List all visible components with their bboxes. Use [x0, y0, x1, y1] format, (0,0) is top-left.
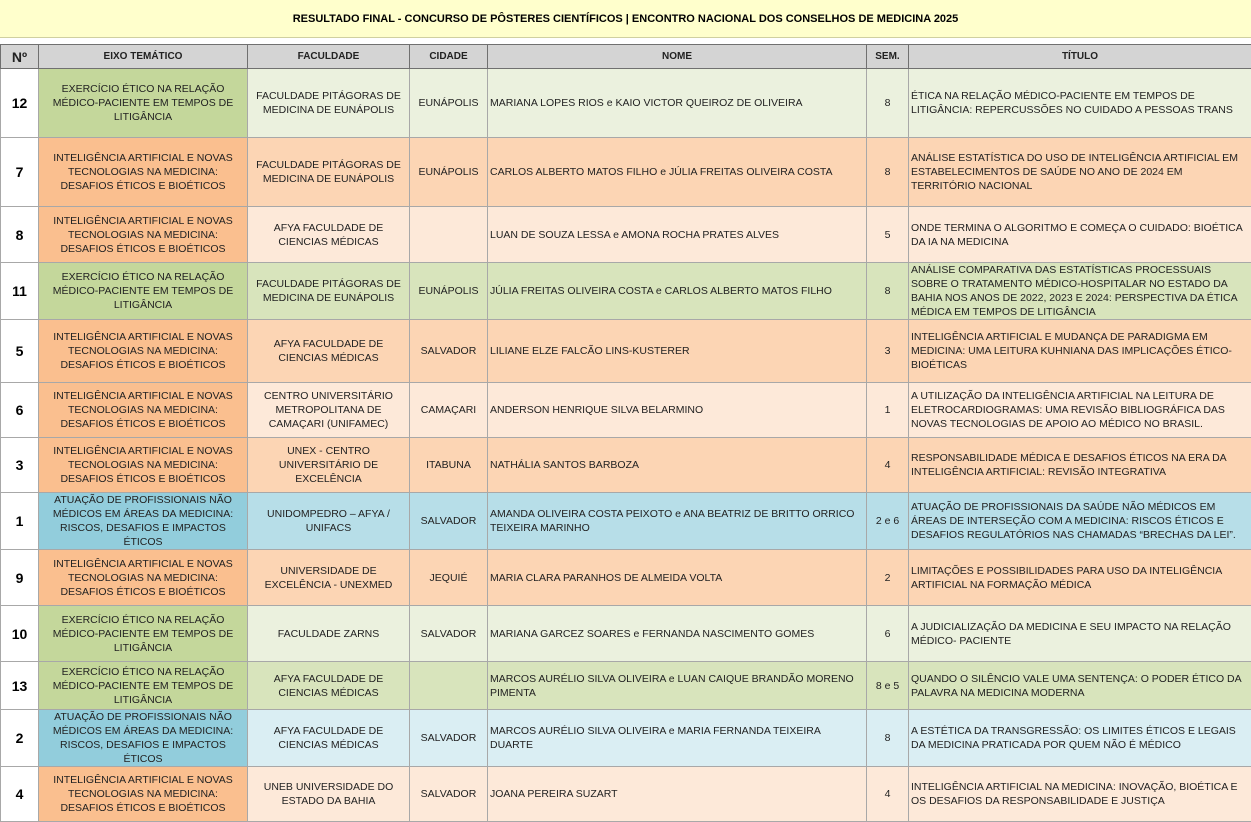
table-row[interactable]: [1, 138, 1251, 207]
table-row[interactable]: [1, 383, 1251, 438]
cell-num: 1: [1, 493, 39, 550]
cell-nome: MARCOS AURÉLIO SILVA OLIVEIRA e LUAN CAIQUE BRANDÃO MORENO PIMENTA: [488, 662, 867, 710]
cell-eixo: EXERCÍCIO ÉTICO NA RELAÇÃO MÉDICO-PACIENTE EM TEMPOS DE LITIGÂNCIA: [39, 606, 248, 662]
cell-num: 2: [1, 710, 39, 767]
table-row[interactable]: [1, 69, 1251, 138]
cell-nome: MARIANA GARCEZ SOARES e FERNANDA NASCIMENTO GOMES: [488, 606, 867, 662]
cell-sem: 8: [867, 710, 909, 767]
cell-faculdade: AFYA FACULDADE DE CIENCIAS MÉDICAS: [248, 320, 410, 383]
cell-eixo: EXERCÍCIO ÉTICO NA RELAÇÃO MÉDICO-PACIENTE EM TEMPOS DE LITIGÂNCIA: [39, 662, 248, 710]
cell-faculdade: CENTRO UNIVERSITÁRIO METROPOLITANA DE CAMAÇARI (UNIFAMEC): [248, 383, 410, 438]
cell-eixo: ATUAÇÃO DE PROFISSIONAIS NÃO MÉDICOS EM ÁREAS DA MEDICINA: RISCOS, DESAFIOS E IMPACTOS ÉTICOS: [39, 493, 248, 550]
cell-eixo: INTELIGÊNCIA ARTIFICIAL E NOVAS TECNOLOGIAS NA MEDICINA: DESAFIOS ÉTICOS E BIOÉTICOS: [39, 320, 248, 383]
cell-nome: JOANA PEREIRA SUZART: [488, 767, 867, 822]
cell-sem: 8 e 5: [867, 662, 909, 710]
cell-sem: 3: [867, 320, 909, 383]
cell-num: 12: [1, 69, 39, 138]
cell-faculdade: FACULDADE PITÁGORAS DE MEDICINA DE EUNÁPOLIS: [248, 69, 410, 138]
cell-sem: 4: [867, 767, 909, 822]
cell-eixo: EXERCÍCIO ÉTICO NA RELAÇÃO MÉDICO-PACIENTE EM TEMPOS DE LITIGÂNCIA: [39, 263, 248, 320]
cell-cidade: EUNÁPOLIS: [410, 263, 488, 320]
cell-eixo: INTELIGÊNCIA ARTIFICIAL E NOVAS TECNOLOGIAS NA MEDICINA: DESAFIOS ÉTICOS E BIOÉTICOS: [39, 767, 248, 822]
cell-num: 3: [1, 438, 39, 493]
cell-faculdade: UNEX - CENTRO UNIVERSITÁRIO DE EXCELÊNCIA: [248, 438, 410, 493]
cell-titulo: ONDE TERMINA O ALGORITMO E COMEÇA O CUIDADO: BIOÉTICA DA IA NA MEDICINA: [909, 207, 1251, 263]
cell-titulo: LIMITAÇÕES E POSSIBILIDADES PARA USO DA INTELIGÊNCIA ARTIFICIAL NA FORMAÇÃO MÉDICA: [909, 550, 1251, 606]
cell-titulo: ÉTICA NA RELAÇÃO MÉDICO-PACIENTE EM TEMPOS DE LITIGÂNCIA: REPERCUSSÕES NO CUIDADO A PESSOAS TRANS: [909, 69, 1251, 138]
cell-nome: CARLOS ALBERTO MATOS FILHO e JÚLIA FREITAS OLIVEIRA COSTA: [488, 138, 867, 207]
cell-num: 9: [1, 550, 39, 606]
table-body: [1, 69, 1251, 822]
page-title-text: RESULTADO FINAL - CONCURSO DE PÔSTERES CIENTÍFICOS | ENCONTRO NACIONAL DOS CONSELHOS DE MEDICINA 2025: [293, 13, 959, 25]
cell-titulo: A JUDICIALIZAÇÃO DA MEDICINA E SEU IMPACTO NA RELAÇÃO MÉDICO- PACIENTE: [909, 606, 1251, 662]
cell-cidade: JEQUIÉ: [410, 550, 488, 606]
cell-nome: JÚLIA FREITAS OLIVEIRA COSTA e CARLOS ALBERTO MATOS FILHO: [488, 263, 867, 320]
cell-cidade: SALVADOR: [410, 606, 488, 662]
cell-eixo: INTELIGÊNCIA ARTIFICIAL E NOVAS TECNOLOGIAS NA MEDICINA: DESAFIOS ÉTICOS E BIOÉTICOS: [39, 138, 248, 207]
table-row[interactable]: [1, 606, 1251, 662]
cell-nome: LILIANE ELZE FALCÃO LINS-KUSTERER: [488, 320, 867, 383]
cell-faculdade: UNEB UNIVERSIDADE DO ESTADO DA BAHIA: [248, 767, 410, 822]
cell-num: 6: [1, 383, 39, 438]
col-header-titulo[interactable]: TÍTULO: [909, 45, 1251, 69]
cell-cidade: EUNÁPOLIS: [410, 138, 488, 207]
cell-nome: MARIANA LOPES RIOS e KAIO VICTOR QUEIROZ DE OLIVEIRA: [488, 69, 867, 138]
cell-cidade: SALVADOR: [410, 767, 488, 822]
table-row[interactable]: [1, 550, 1251, 606]
cell-faculdade: FACULDADE PITÁGORAS DE MEDICINA DE EUNÁPOLIS: [248, 263, 410, 320]
cell-titulo: INTELIGÊNCIA ARTIFICIAL E MUDANÇA DE PARADIGMA EM MEDICINA: UMA LEITURA KUHNIANA DAS IMPLICAÇÕES ÉTICO-BIOÉTICAS: [909, 320, 1251, 383]
table-row[interactable]: [1, 438, 1251, 493]
table-row[interactable]: [1, 767, 1251, 822]
cell-sem: 8: [867, 138, 909, 207]
col-header-faculdade[interactable]: FACULDADE: [248, 45, 410, 69]
col-header-num[interactable]: Nº: [1, 45, 39, 69]
cell-nome: MARCOS AURÉLIO SILVA OLIVEIRA e MARIA FERNANDA TEIXEIRA DUARTE: [488, 710, 867, 767]
header-row: [1, 45, 1251, 69]
table-header: [1, 45, 1251, 69]
cell-cidade: SALVADOR: [410, 320, 488, 383]
cell-num: 7: [1, 138, 39, 207]
cell-num: 13: [1, 662, 39, 710]
cell-num: 4: [1, 767, 39, 822]
cell-num: 11: [1, 263, 39, 320]
table-row[interactable]: [1, 493, 1251, 550]
cell-nome: AMANDA OLIVEIRA COSTA PEIXOTO e ANA BEATRIZ DE BRITTO ORRICO TEIXEIRA MARINHO: [488, 493, 867, 550]
cell-eixo: INTELIGÊNCIA ARTIFICIAL E NOVAS TECNOLOGIAS NA MEDICINA: DESAFIOS ÉTICOS E BIOÉTICOS: [39, 438, 248, 493]
cell-sem: 6: [867, 606, 909, 662]
cell-nome: NATHÁLIA SANTOS BARBOZA: [488, 438, 867, 493]
table-row[interactable]: [1, 710, 1251, 767]
cell-cidade: [410, 662, 488, 710]
cell-num: 8: [1, 207, 39, 263]
cell-cidade: SALVADOR: [410, 493, 488, 550]
cell-eixo: EXERCÍCIO ÉTICO NA RELAÇÃO MÉDICO-PACIENTE EM TEMPOS DE LITIGÂNCIA: [39, 69, 248, 138]
table-row[interactable]: [1, 207, 1251, 263]
cell-cidade: ITABUNA: [410, 438, 488, 493]
table-row[interactable]: [1, 263, 1251, 320]
cell-nome: ANDERSON HENRIQUE SILVA BELARMINO: [488, 383, 867, 438]
cell-titulo: ANÁLISE COMPARATIVA DAS ESTATÍSTICAS PROCESSUAIS SOBRE O TRATAMENTO MÉDICO-HOSPITALAR NO ESTADO DA BAHIA NOS ANOS DE 2022, 2023 E 2024: PERSPECTIVA DA ÉTICA MÉDICA EM TEMPOS DE LITIGÂNCIA: [909, 263, 1251, 320]
col-header-eixo[interactable]: EIXO TEMÁTICO: [39, 45, 248, 69]
cell-eixo: INTELIGÊNCIA ARTIFICIAL E NOVAS TECNOLOGIAS NA MEDICINA: DESAFIOS ÉTICOS E BIOÉTICOS: [39, 207, 248, 263]
col-header-sem[interactable]: SEM.: [867, 45, 909, 69]
cell-sem: 8: [867, 69, 909, 138]
cell-titulo: A UTILIZAÇÃO DA INTELIGÊNCIA ARTIFICIAL NA LEITURA DE ELETROCARDIOGRAMAS: UMA REVISÃO BIBLIOGRÁFICA DAS NOVAS TECNOLOGIAS DE APOIO AO MÉDICO NO BRASIL.: [909, 383, 1251, 438]
cell-cidade: SALVADOR: [410, 710, 488, 767]
cell-cidade: CAMAÇARI: [410, 383, 488, 438]
cell-faculdade: AFYA FACULDADE DE CIENCIAS MÉDICAS: [248, 207, 410, 263]
table-row[interactable]: [1, 662, 1251, 710]
cell-titulo: ATUAÇÃO DE PROFISSIONAIS DA SAÚDE NÃO MÉDICOS EM ÁREAS DE INTERSEÇÃO COM A MEDICINA: RISCOS ÉTICOS E DESAFIOS REGULATÓRIOS NAS CHAMADAS “BRECHAS DA LEI”.: [909, 493, 1251, 550]
cell-eixo: INTELIGÊNCIA ARTIFICIAL E NOVAS TECNOLOGIAS NA MEDICINA: DESAFIOS ÉTICOS E BIOÉTICOS: [39, 550, 248, 606]
cell-cidade: [410, 207, 488, 263]
cell-titulo: RESPONSABILIDADE MÉDICA E DESAFIOS ÉTICOS NA ERA DA INTELIGÊNCIA ARTIFICIAL: REVISÃO INTEGRATIVA: [909, 438, 1251, 493]
cell-faculdade: UNIDOMPEDRO – AFYA / UNIFACS: [248, 493, 410, 550]
cell-num: 5: [1, 320, 39, 383]
cell-faculdade: AFYA FACULDADE DE CIENCIAS MÉDICAS: [248, 662, 410, 710]
cell-titulo: A ESTÉTICA DA TRANSGRESSÃO: OS LIMITES ÉTICOS E LEGAIS DA MEDICINA PRATICADA POR QUEM NÃO É MÉDICO: [909, 710, 1251, 767]
results-table: [0, 44, 1251, 822]
cell-eixo: ATUAÇÃO DE PROFISSIONAIS NÃO MÉDICOS EM ÁREAS DA MEDICINA: RISCOS, DESAFIOS E IMPACTOS ÉTICOS: [39, 710, 248, 767]
cell-faculdade: UNIVERSIDADE DE EXCELÊNCIA - UNEXMED: [248, 550, 410, 606]
cell-faculdade: AFYA FACULDADE DE CIENCIAS MÉDICAS: [248, 710, 410, 767]
cell-sem: 1: [867, 383, 909, 438]
cell-sem: 4: [867, 438, 909, 493]
col-header-nome[interactable]: NOME: [488, 45, 867, 69]
table-row[interactable]: [1, 320, 1251, 383]
cell-sem: 8: [867, 263, 909, 320]
cell-sem: 5: [867, 207, 909, 263]
cell-sem: 2: [867, 550, 909, 606]
cell-titulo: QUANDO O SILÊNCIO VALE UMA SENTENÇA: O PODER ÉTICO DA PALAVRA NA MEDICINA MODERNA: [909, 662, 1251, 710]
cell-nome: MARIA CLARA PARANHOS DE ALMEIDA VOLTA: [488, 550, 867, 606]
page-title: [0, 0, 1251, 38]
cell-num: 10: [1, 606, 39, 662]
cell-titulo: INTELIGÊNCIA ARTIFICIAL NA MEDICINA: INOVAÇÃO, BIOÉTICA E OS DESAFIOS DA RESPONSABILIDADE E JUSTIÇA: [909, 767, 1251, 822]
cell-cidade: EUNÁPOLIS: [410, 69, 488, 138]
cell-sem: 2 e 6: [867, 493, 909, 550]
cell-nome: LUAN DE SOUZA LESSA e AMONA ROCHA PRATES ALVES: [488, 207, 867, 263]
cell-faculdade: FACULDADE ZARNS: [248, 606, 410, 662]
col-header-cidade[interactable]: CIDADE: [410, 45, 488, 69]
cell-titulo: ANÁLISE ESTATÍSTICA DO USO DE INTELIGÊNCIA ARTIFICIAL EM ESTABELECIMENTOS DE SAÚDE NO ANO DE 2024 EM TERRITÓRIO NACIONAL: [909, 138, 1251, 207]
cell-faculdade: FACULDADE PITÁGORAS DE MEDICINA DE EUNÁPOLIS: [248, 138, 410, 207]
cell-eixo: INTELIGÊNCIA ARTIFICIAL E NOVAS TECNOLOGIAS NA MEDICINA: DESAFIOS ÉTICOS E BIOÉTICOS: [39, 383, 248, 438]
